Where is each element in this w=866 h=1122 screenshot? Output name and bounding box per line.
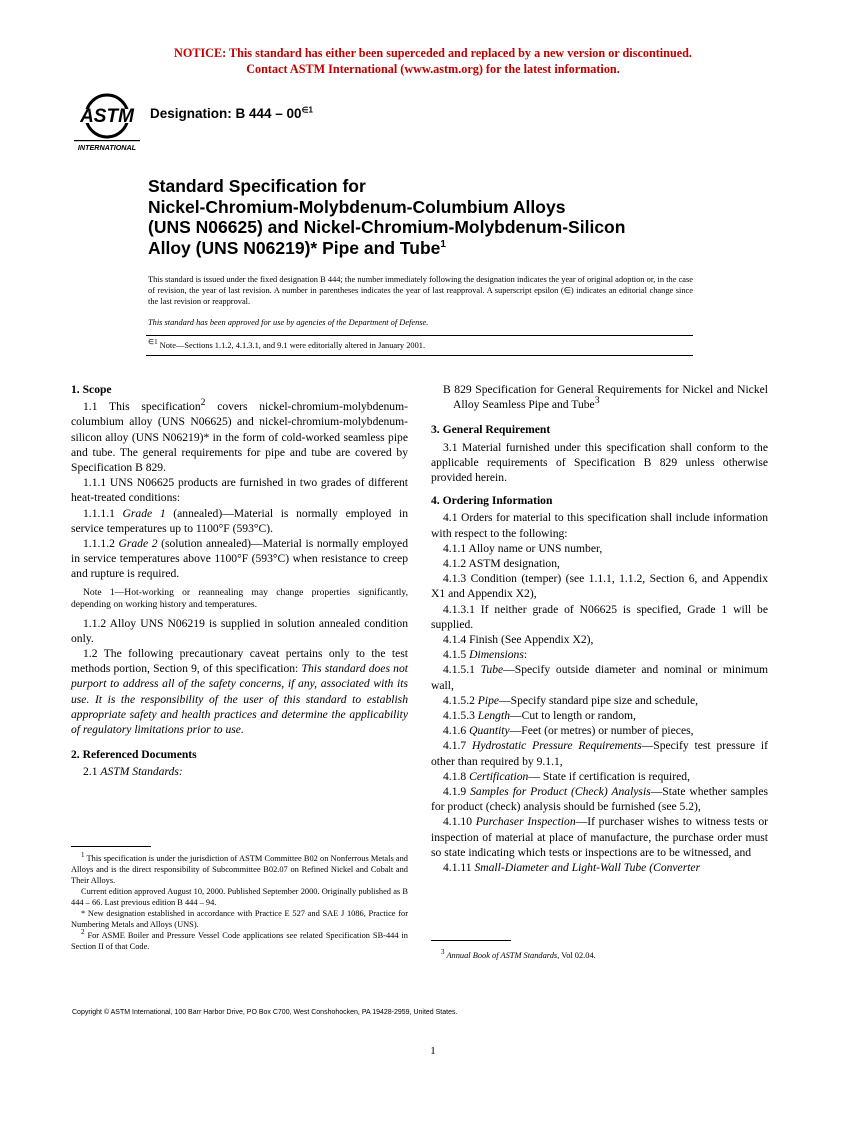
divider: [146, 355, 693, 356]
title-line-4: Alloy (UNS N06219)* Pipe and Tube$^1$: [148, 237, 446, 258]
footnotes-left: [71, 853, 408, 952]
right-column: [431, 382, 768, 875]
footnotes-right: [431, 950, 768, 961]
left-column: [71, 382, 408, 780]
designation-text: Designation: B 444 – 00: [150, 106, 302, 121]
footnote-1: $^1$ This specification is under the jurisdiction of ASTM Committee B02 on Nonferrous Metals and Alloys and is the direct responsibility of Subcommittee B02.07 on Refined Nickel and Cobalt and Their Alloys.: [71, 851, 408, 885]
astm-logo-icon: [74, 93, 140, 153]
section-heading-ordering-information: 4. Ordering Information: [431, 494, 553, 508]
paragraph-4-1-5: 4.1.5 Dimensions:: [443, 648, 528, 662]
title-line-1: Standard Specification for: [148, 176, 366, 196]
paragraph-1-1-1-1: 1.1.1.1 Grade 1 (annealed)—Material is normally employed in service temperatures up to 1100°F (593°C).: [71, 506, 408, 535]
paragraph-4-1-3-1: 4.1.3.1 If neither grade of N06625 is specified, Grade 1 will be supplied.: [431, 602, 768, 631]
paragraph-4-1-9: 4.1.9 Samples for Product (Check) Analysis—State whether samples for product (check) analysis should be furnished (see 5.2),: [431, 785, 769, 814]
footnote-3: $^3$ Annual Book of ASTM Standards, Vol 02.04.: [441, 948, 596, 960]
section-heading-scope: 1. Scope: [71, 383, 112, 396]
paragraph-4-1-7: 4.1.7 Hydrostatic Pressure Requirements—Specify test pressure if other than required by 9.1.1,: [431, 739, 768, 768]
paragraph-2-1: 2.1 ASTM Standards:: [83, 765, 183, 779]
paragraph-3-1: 3.1 Material furnished under this specification shall conform to the applicable requirements of Specification B 829 unless otherwise provided herein.: [431, 440, 768, 485]
astm-logo: [74, 93, 140, 153]
divider: [146, 335, 693, 336]
paragraph-1-1: 1.1 This specification$^2$ covers nickel-chromium-molybdenum-columbium alloy (UNS N06625) and nickel-chromium-molybdenum-silicon alloy (UNS N06219)* in the form of cold-worked seamless pipe and tube. The general requirements for pipe and tube are covered by Specification B 829.: [71, 397, 408, 475]
svg-text:ASTM: ASTM: [80, 106, 134, 127]
notice-line-2: Contact ASTM International (www.astm.org) for the latest information.: [246, 61, 620, 76]
reference-b829: B 829 Specification for General Requirements for Nickel and Nickel Alloy Seamless Pipe and Tube$^3$: [443, 383, 768, 412]
notice-banner: [0, 46, 866, 77]
paragraph-4-1-2: 4.1.2 ASTM designation,: [443, 557, 560, 571]
copyright-line: Copyright © ASTM International, 100 Barr Harbor Drive, PO Box C700, West Conshohocken, PA 19428-2959, United States.: [72, 1009, 458, 1016]
paragraph-4-1-6: 4.1.6 Quantity—Feet (or metres) or number of pieces,: [443, 724, 694, 738]
designation: [150, 106, 313, 121]
paragraph-1-1-1: 1.1.1 UNS N06625 products are furnished in two grades of different heat-treated conditions:: [71, 476, 408, 505]
paragraph-4-1-5-3: 4.1.5.3 Length—Cut to length or random,: [443, 709, 636, 723]
notice-line-1: NOTICE: This standard has either been superceded and replaced by a new version or discontinued.: [174, 46, 692, 60]
title-line-2: Nickel-Chromium-Molybdenum-Columbium Alloys: [148, 196, 566, 217]
section-heading-general-requirement: 3. General Requirement: [431, 423, 551, 437]
paragraph-1-1-1-2: 1.1.1.2 Grade 2 (solution annealed)—Material is normally employed in service temperatures above 1100°F (593°C) when resistance to creep and rupture is required.: [71, 537, 409, 581]
footnote-divider: [431, 940, 511, 941]
paragraph-4-1-3: 4.1.3 Condition (temper) (see 1.1.1, 1.1.2, Section 6, and Appendix X1 and Appendix X2),: [431, 572, 768, 601]
document-title: [148, 176, 748, 258]
footnote-star: * New designation established in accordance with Practice E 527 and SAE J 1086, Practice for Numbering Metals and Alloys (UNS).: [71, 909, 408, 929]
approved-statement: This standard has been approved for use by agencies of the Department of Defense.: [148, 318, 429, 327]
paragraph-4-1-5-1: 4.1.5.1 Tube—Specify outside diameter and nominal or minimum wall,: [431, 663, 769, 692]
footnote-2: $^2$ For ASME Boiler and Pressure Vessel Code applications see related Specification SB-444 in Section II of that Code.: [71, 928, 408, 951]
paragraph-1-1-2: 1.1.2 Alloy UNS N06219 is supplied in solution annealed condition only.: [71, 616, 408, 645]
paragraph-4-1: 4.1 Orders for material to this specification shall include information with respect to the following:: [431, 511, 768, 540]
editorial-note: $^{\in 1}$ Note—Sections 1.1.2, 4.1.3.1, and 9.1 were editorially altered in January 2001.: [148, 338, 426, 350]
footnote-divider: [71, 846, 151, 847]
paragraph-4-1-4: 4.1.4 Finish (See Appendix X2),: [443, 633, 594, 647]
note-1: Note 1—Hot-working or reannealing may change properties significantly, depending on working history and temperatures.: [71, 586, 408, 610]
issued-statement: This standard is issued under the fixed designation B 444; the number immediately following the designation indicates the year of original adoption or, in the case of revision, the year of last revision. A number in parentheses indicates the year of last reapproval. A superscript epsilon (∈) indicates an editorial change since the last revision or reapproval.: [148, 275, 693, 306]
paragraph-4-1-10: 4.1.10 Purchaser Inspection—If purchaser wishes to witness tests or inspection of material at place of manufacture, the purchase order must so state indicating which tests or inspections are to be witnessed, and: [431, 815, 769, 859]
designation-sup: ∈1: [301, 105, 313, 115]
paragraph-1-2: 1.2 The following precautionary caveat pertains only to the test methods portion, Section 9, of this specification: This standard does not purport to address all of the safety concerns, if any, associated with its use. It is the responsibility of the user of this standard to establish appropriate safety and health practices and determine the applicability of regulatory limitations prior to use.: [71, 647, 408, 737]
paragraph-4-1-11: 4.1.11 Small-Diameter and Light-Wall Tube (Converter: [443, 861, 701, 875]
paragraph-4-1-5-2: 4.1.5.2 Pipe—Specify standard pipe size and schedule,: [443, 693, 698, 707]
section-heading-referenced-documents: 2. Referenced Documents: [71, 748, 197, 762]
svg-text:INTERNATIONAL: INTERNATIONAL: [77, 143, 137, 152]
paragraph-4-1-1: 4.1.1 Alloy name or UNS number,: [443, 541, 603, 555]
page-number: 1: [430, 1045, 436, 1057]
footnote-1-edition: Current edition approved August 10, 2000. Published September 2000. Originally published as B 444 – 66. Last previous edition B 444 – 94.: [71, 887, 408, 907]
paragraph-4-1-8: 4.1.8 Certification— State if certification is required,: [443, 769, 690, 783]
title-line-3: (UNS N06625) and Nickel-Chromium-Molybdenum-Silicon: [148, 217, 626, 237]
